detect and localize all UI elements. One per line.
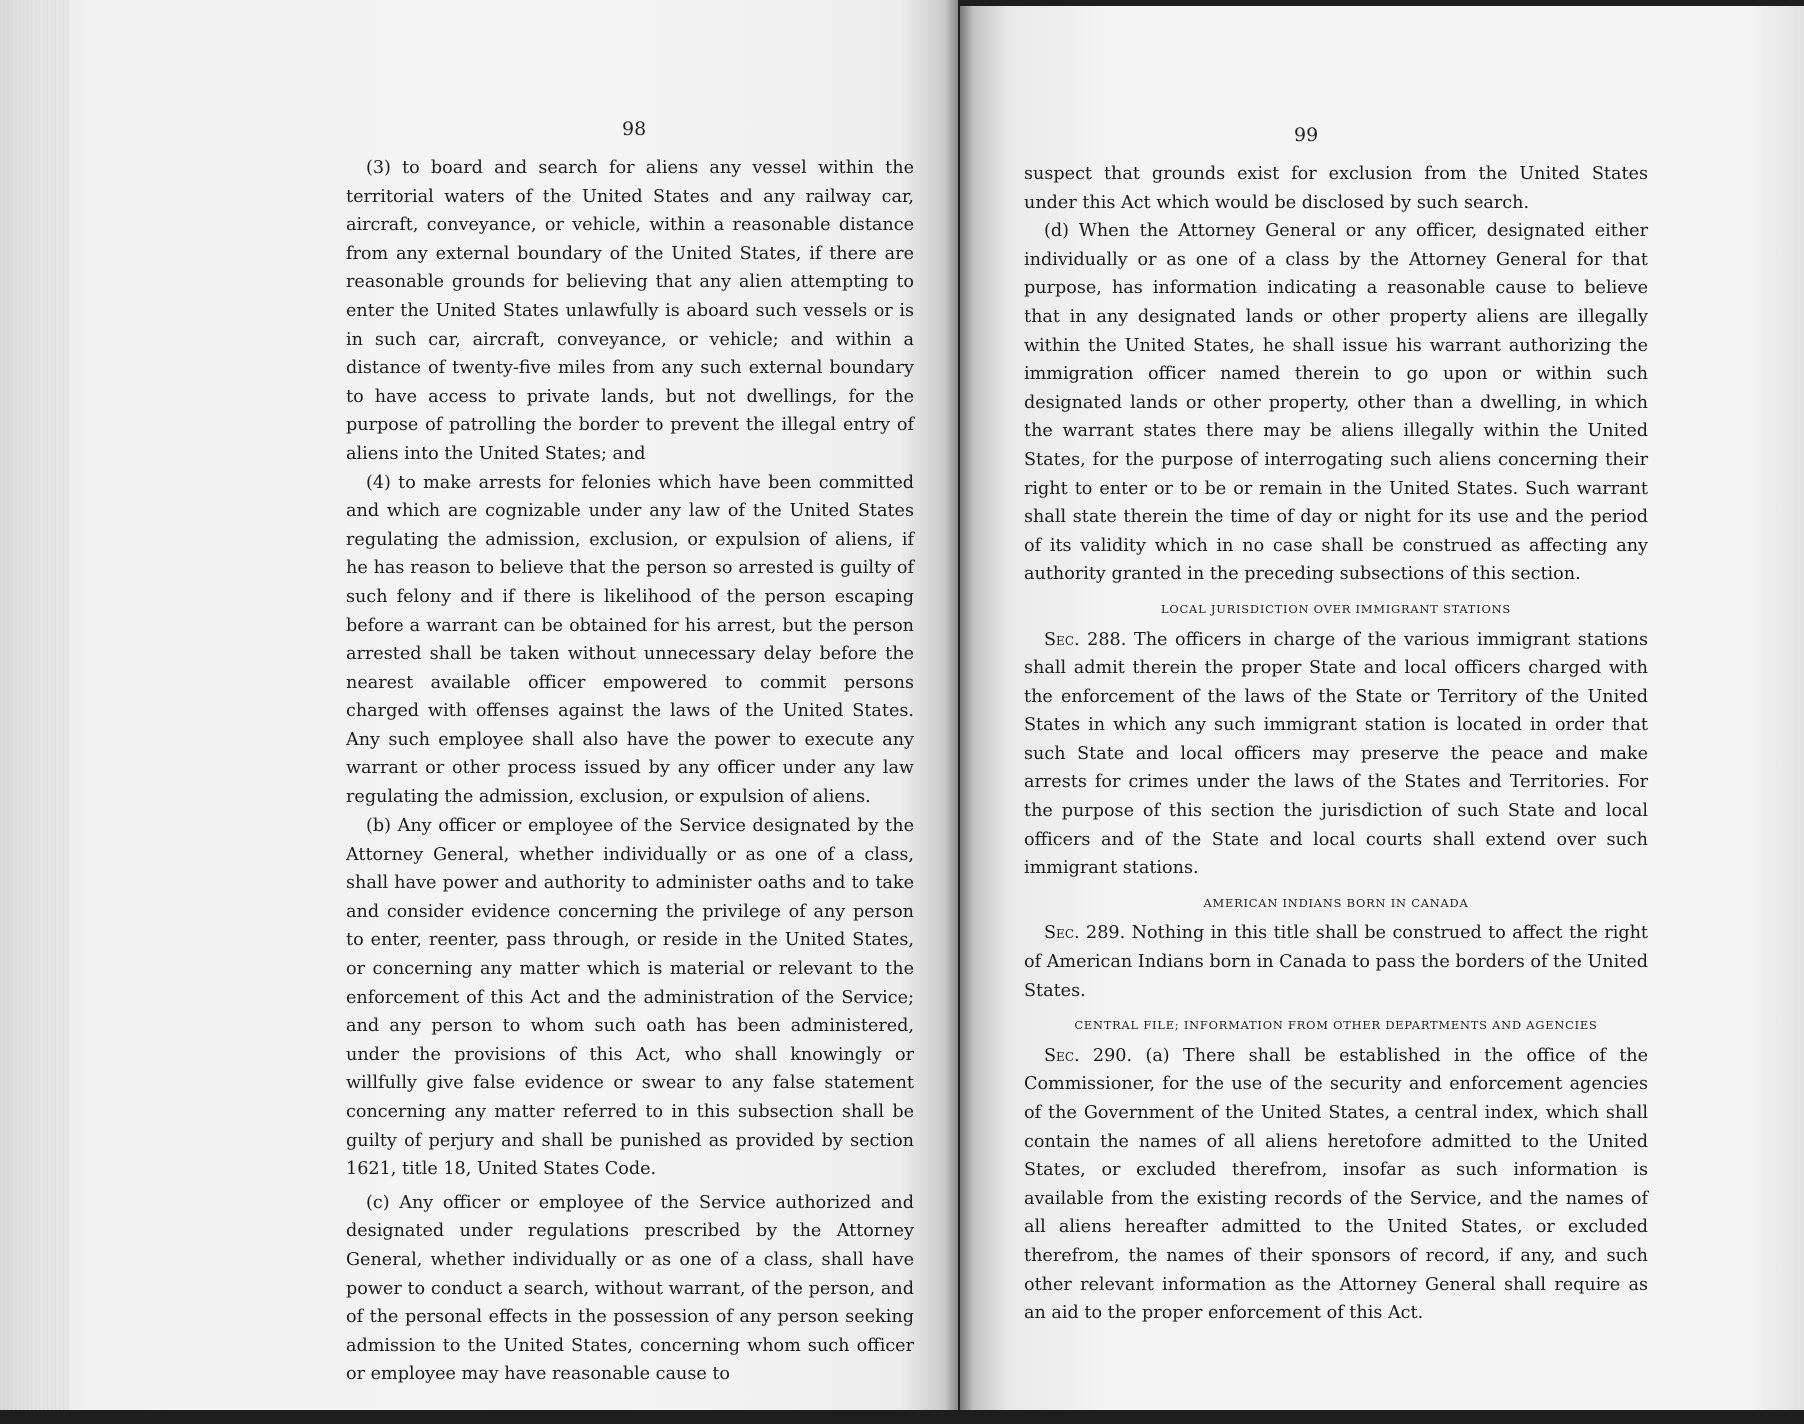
sec-288-label: Sec. 288. — [1044, 629, 1127, 650]
paragraph-continued: suspect that grounds exist for exclusion from the United States under this Act which would be disclosed by such search. — [1024, 164, 1648, 213]
right-page — [960, 6, 1804, 1410]
heading-sec-290: CENTRAL FILE; INFORMATION FROM OTHER DEPARTMENTS AND AGENCIES — [1074, 1018, 1598, 1033]
page-edge-stack — [0, 0, 70, 1410]
sec-289-text: Nothing in this title shall be construed to affect the right of American Indians born in Canada to pass the borders of the United States. — [1024, 923, 1648, 1001]
paragraph-subsection-c: (c) Any officer or employee of the Service authorized and designated under regulations prescribed by the Attorney General, whether individually or as one of a class, shall have power to conduct a search, without warrant, of the person, and of the personal effects in the possession of any person seeking admission to the United States, concerning whom such officer or employee may have reasonable cause to — [346, 1192, 914, 1385]
paragraph-sec-289 — [1024, 919, 1648, 1005]
sec-289-label: Sec. 289. — [1044, 923, 1126, 944]
left-page-subsections-3-4 — [346, 154, 914, 812]
heading-sec-288: LOCAL JURISDICTION OVER IMMIGRANT STATIONS — [1161, 601, 1511, 616]
paragraph-subsection-b: (b) Any officer or employee of the Service designated by the Attorney General, whether individually or as one of a class, shall have power and authority to administer oaths and to take and consider evidence concerning the privilege of any person to enter, reenter, pass through, or reside in the United States, or concerning any matter which is material or relevant to the enforcement of this Act and the administration of the Service; and any person to whom such oath has been administered, under the provisions of this Act, who shall knowingly or willfully give false evidence or swear to any false statement concerning any matter referred to in this subsection shall be guilty of perjury and shall be punished as provided by section 1621, title 18, United States Code. — [346, 816, 914, 1180]
sec-290-label: Sec. 290. — [1044, 1045, 1133, 1066]
sec-288-text: The officers in charge of the various immigrant stations shall admit therein the proper State and local officers charged with the enforcement of the laws of the State or Territory of the United States in which any such immigrant station is located in order that such State and local officers may preserve the peace and make arrests for crimes under the laws of the States and Territories. For the purpose of this section the jurisdiction of such State and local officers and of the State and local courts shall extend over such immigrant stations. — [1024, 629, 1649, 879]
paragraph-sec-288 — [1024, 626, 1648, 883]
paragraph-sec-290 — [1024, 1042, 1648, 1328]
page-number-left: 98 — [622, 118, 647, 140]
left-page-subsections-b-c — [346, 812, 914, 1389]
paragraph-subsection-d: (d) When the Attorney General or any officer, designated either individually or as one of a class by the Attorney General for that purpose, has information indicating a reasonable cause to believe that in any designated lands or other property aliens are illegally within the United States, he shall issue his warrant authorizing the immigration officer named therein to go upon or within such designated lands or other property, other than a dwelling, in which the warrant states there may be aliens illegally within the United States, for the purpose of interrogating such aliens concerning their right to enter or to be or remain in the United States. Such warrant shall state therein the time of day or night for its use and the period of its validity which in no case shall be construed as affecting any authority granted in the preceding subsections of this section. — [1024, 221, 1648, 585]
page-number-right: 99 — [1294, 124, 1319, 146]
heading-sec-289: AMERICAN INDIANS BORN IN CANADA — [1203, 895, 1469, 910]
paragraph-subsection-3: (3) to board and search for aliens any vessel within the territorial waters of the United States and any railway car, aircraft, conveyance, or vehicle, within a reasonable distance from any external boundary of the United States, if there are reasonable grounds for believing that any alien attempting to enter the United States unlawfully is aboard such vessels or is in such car, aircraft, conveyance, or vehicle; and within a distance of twenty-five miles from any such external boundary to have access to private lands, but not dwellings, for the purpose of patrolling the border to prevent the illegal entry of aliens into the United States; and — [346, 158, 914, 464]
sec-290-text: (a) There shall be established in the office of the Commissioner, for the use of the security and enforcement agencies of the Government of the United States, a central index, which shall contain the names of all aliens heretofore admitted to the United States, or excluded therefrom, insofar as such information is available from the existing records of the Service, and the names of all aliens hereafter admitted to the United States, or excluded therefrom, the names of their sponsors of record, if any, and such other relevant information as the Attorney General shall require as an aid to the proper enforcement of this Act. — [1024, 1045, 1649, 1324]
paragraph-subsection-4: (4) to make arrests for felonies which have been committed and which are cognizable under any law of the United States regulating the admission, exclusion, or expulsion of aliens, if he has reason to believe that the person so arrested is guilty of such felony and if there is likelihood of the person escaping before a warrant can be obtained for his arrest, but the person arrested shall be taken without unnecessary delay before the nearest available officer empowered to commit persons charged with offenses against the laws of the United States. Any such employee shall also have the power to execute any warrant or other process issued by any officer under any law regulating the admission, exclusion, or expulsion of aliens. — [346, 472, 914, 808]
right-page-body — [1024, 160, 1648, 1328]
